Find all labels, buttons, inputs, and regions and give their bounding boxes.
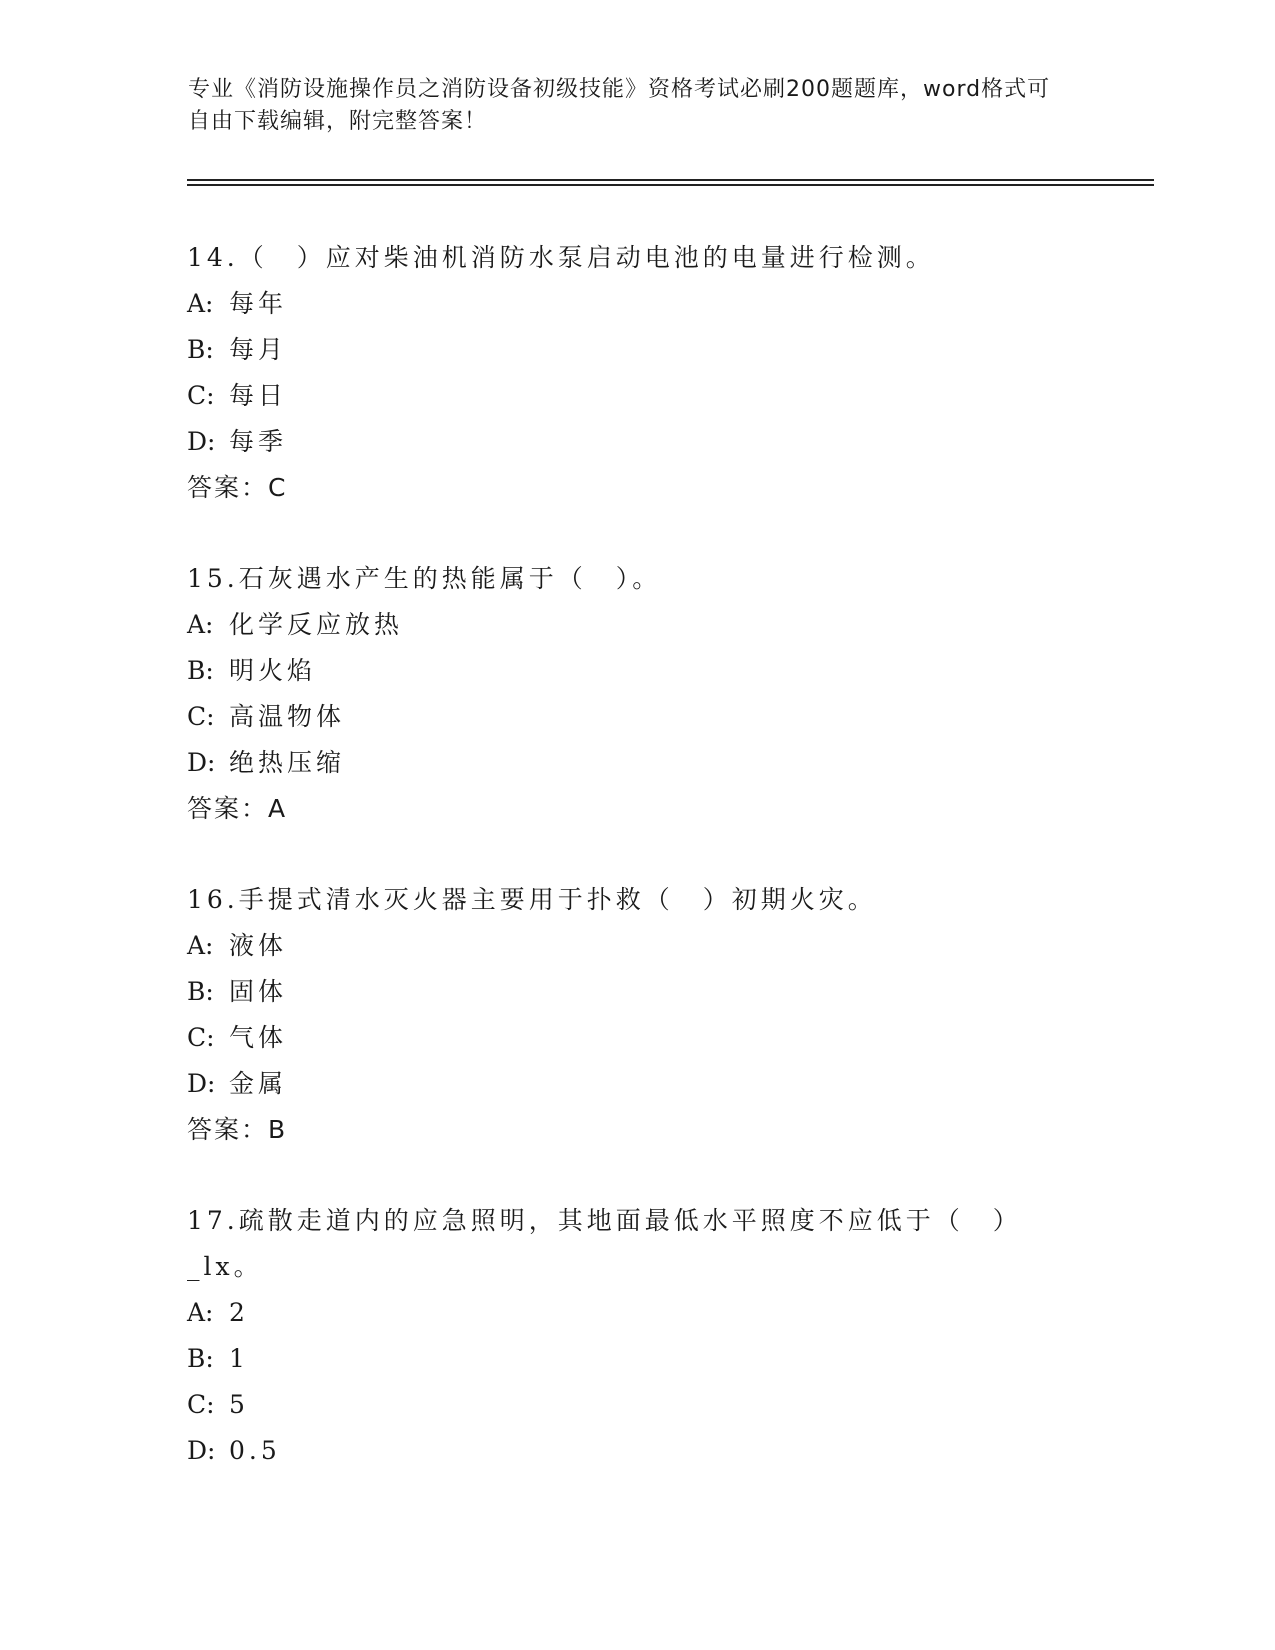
option-text: 2 xyxy=(229,1298,249,1327)
option-c xyxy=(187,373,1087,419)
option-a xyxy=(187,1290,1047,1336)
header-divider-bottom xyxy=(187,184,1154,186)
option-c xyxy=(187,1015,1087,1061)
option-label: A: xyxy=(187,289,214,318)
option-label: A: xyxy=(187,1298,214,1327)
option-label: A: xyxy=(187,610,214,639)
question-stem: 15.石灰遇水产生的热能属于（ ）。 xyxy=(187,564,662,593)
option-label: C: xyxy=(187,1390,215,1419)
option-text: 绝热压缩 xyxy=(229,748,346,777)
option-label: B: xyxy=(187,977,214,1006)
question-17 xyxy=(187,1198,1047,1474)
question-16 xyxy=(187,877,1087,1153)
option-text: 气体 xyxy=(229,1023,288,1052)
question-stem: 14.（ ）应对柴油机消防水泵启动电池的电量进行检测。 xyxy=(187,243,935,272)
option-c xyxy=(187,1382,1047,1428)
answer-prefix: 答案： xyxy=(187,473,269,502)
option-c xyxy=(187,694,1087,740)
option-label: B: xyxy=(187,335,214,364)
header-title: 专业《消防设施操作员之消防设备初级技能》资格考试必刷200题题库，word格式可自由下载编辑，附完整答案！ xyxy=(188,77,1051,134)
option-label: B: xyxy=(187,1344,214,1373)
option-a xyxy=(187,602,1087,648)
answer-value: B xyxy=(268,1115,288,1144)
option-d xyxy=(187,1061,1087,1107)
option-b xyxy=(187,648,1087,694)
option-label: C: xyxy=(187,1023,215,1052)
answer-value: A xyxy=(268,794,288,823)
option-text: 固体 xyxy=(229,977,288,1006)
option-d xyxy=(187,1428,1047,1474)
answer-value: C xyxy=(268,473,288,502)
option-d xyxy=(187,419,1087,465)
option-d xyxy=(187,740,1087,786)
option-text: 高温物体 xyxy=(229,702,346,731)
option-text: 金属 xyxy=(229,1069,288,1098)
option-b xyxy=(187,1336,1047,1382)
option-text: 每季 xyxy=(229,427,288,456)
answer-line xyxy=(187,786,1087,832)
option-label: B: xyxy=(187,656,214,685)
option-a xyxy=(187,923,1087,969)
option-text: 0.5 xyxy=(229,1436,281,1465)
option-a xyxy=(187,281,1087,327)
option-label: D: xyxy=(187,748,216,777)
option-text: 1 xyxy=(229,1344,249,1373)
question-14 xyxy=(187,235,1087,511)
option-label: A: xyxy=(187,931,214,960)
option-label: C: xyxy=(187,702,215,731)
option-label: D: xyxy=(187,427,216,456)
question-stem: 17.疏散走道内的应急照明，其地面最低水平照度不应低于（ ）_lx。 xyxy=(187,1206,1022,1281)
option-text: 每年 xyxy=(229,289,288,318)
question-15 xyxy=(187,556,1087,832)
header-divider-top xyxy=(187,179,1154,181)
option-label: D: xyxy=(187,1069,216,1098)
option-b xyxy=(187,327,1087,373)
question-stem: 16.手提式清水灭火器主要用于扑救（ ）初期火灾。 xyxy=(187,885,877,914)
answer-line xyxy=(187,465,1087,511)
option-text: 化学反应放热 xyxy=(229,610,404,639)
option-label: D: xyxy=(187,1436,216,1465)
answer-line xyxy=(187,1107,1087,1153)
option-text: 每月 xyxy=(229,335,288,364)
option-text: 液体 xyxy=(229,931,288,960)
option-b xyxy=(187,969,1087,1015)
option-text: 明火焰 xyxy=(229,656,317,685)
answer-prefix: 答案： xyxy=(187,794,269,823)
answer-prefix: 答案： xyxy=(187,1115,269,1144)
option-text: 5 xyxy=(229,1390,249,1419)
option-label: C: xyxy=(187,381,215,410)
option-text: 每日 xyxy=(229,381,288,410)
document-header xyxy=(188,74,1068,138)
